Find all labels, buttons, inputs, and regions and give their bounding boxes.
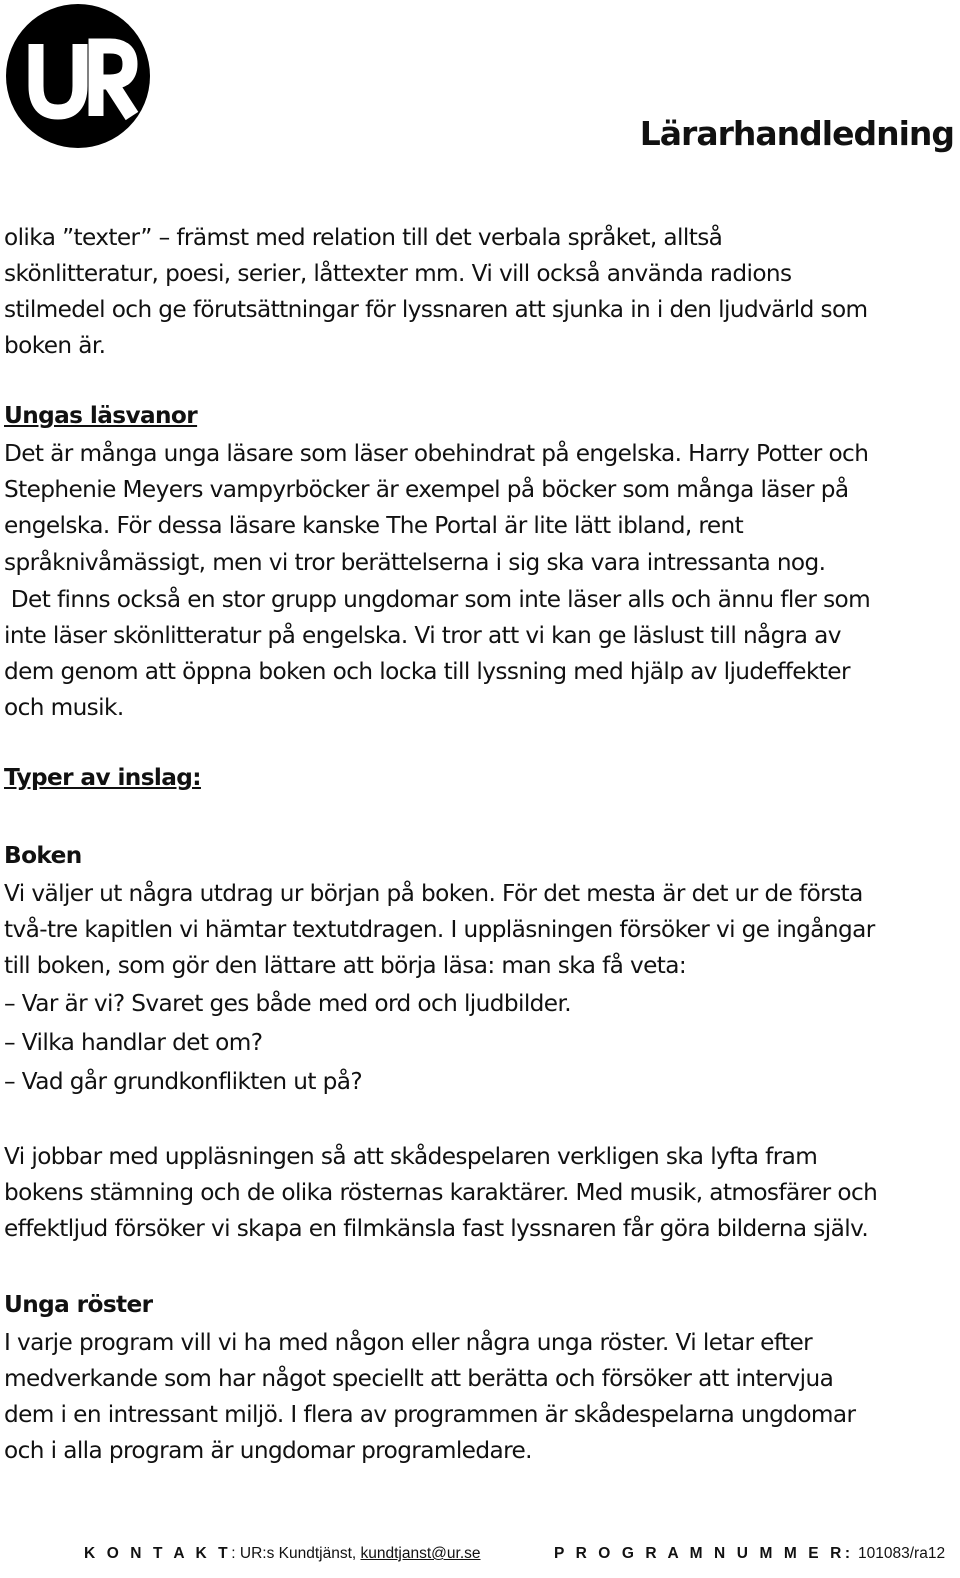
paragraph-ungas-lasvanor [4, 436, 956, 726]
paragraph-boken [4, 876, 956, 984]
heading-boken: Boken [4, 842, 82, 869]
ur-logo-mark [6, 4, 150, 148]
text-line: två-tre kapitlen vi hämtar textutdragen. I uppläsningen försöker vi ge ingångar [4, 916, 875, 943]
text-line: och i alla program är ungdomar programledare. [4, 1437, 532, 1464]
text-line: boken är. [4, 332, 106, 359]
text-line: Vi jobbar med uppläsningen så att skådespelaren verkligen ska lyfta fram [4, 1143, 818, 1170]
document-body [4, 220, 956, 1469]
document-title: Lärarhandledning [639, 114, 954, 153]
text-line: engelska. För dessa läsare kanske The Portal är lite lätt ibland, rent [4, 512, 744, 539]
kontakt-email-link[interactable]: kundtjanst@ur.se [360, 1545, 481, 1562]
text-line: inte läser skönlitteratur på engelska. Vi tror att vi kan ge läslust till några av [4, 622, 841, 649]
kontakt-text: : UR:s Kundtjänst, [231, 1545, 361, 1562]
list-item: – Var är vi? Svaret ges både med ord och ljudbilder. [4, 990, 572, 1017]
heading-typer-av-inslag: Typer av inslag: [4, 764, 201, 791]
text-line: I varje program vill vi ha med någon eller några unga röster. Vi letar efter [4, 1329, 813, 1356]
intro-paragraph [4, 220, 956, 364]
text-line: Vi väljer ut några utdrag ur början på boken. För det mesta är det ur de första [4, 880, 863, 907]
text-line: och musik. [4, 694, 124, 721]
kontakt-label: K O N T A K T [84, 1545, 232, 1562]
text-line: till boken, som gör den lättare att börja läsa: man ska få veta: [4, 952, 687, 979]
text-line: olika ”texter” – främst med relation till det verbala språket, alltså [4, 224, 723, 251]
program-label: P R O G R A M N U M M E R: [554, 1545, 854, 1562]
ur-logo [6, 4, 150, 148]
text-line: stilmedel och ge förutsättningar för lyssnaren att sjunka in i den ljudvärld som [4, 296, 868, 323]
text-line: dem i en intressant miljö. I flera av programmen är skådespelarna ungdomar [4, 1401, 856, 1428]
paragraph-uppläsning [4, 1139, 956, 1247]
text-line: medverkande som har något speciellt att berätta och försöker att intervjua [4, 1365, 834, 1392]
paragraph-unga-roster [4, 1325, 956, 1469]
program-value: 101083/ra12 [853, 1545, 946, 1562]
heading-ungas-lasvanor: Ungas läsvanor [4, 402, 198, 429]
list-item: – Vad går grundkonflikten ut på? [4, 1068, 363, 1095]
question-list [4, 984, 956, 1101]
list-item: – Vilka handlar det om? [4, 1029, 263, 1056]
program-number [554, 1545, 945, 1563]
text-line: Det finns också en stor grupp ungdomar som inte läser alls och ännu fler som [4, 586, 871, 613]
text-line: bokens stämning och de olika rösternas karaktärer. Med musik, atmosfärer och [4, 1179, 878, 1206]
text-line: skönlitteratur, poesi, serier, låttexter mm. Vi vill också använda radions [4, 260, 792, 287]
text-line: effektljud försöker vi skapa en filmkänsla fast lyssnaren får göra bilderna själv. [4, 1215, 869, 1242]
text-line: Stephenie Meyers vampyrböcker är exempel på böcker som många läser på [4, 476, 849, 503]
text-line: dem genom att öppna boken och locka till lyssning med hjälp av ljudeffekter [4, 658, 850, 685]
text-line: språknivåmässigt, men vi tror berättelserna i sig ska vara intressanta nog. [4, 549, 826, 576]
page-footer [84, 1545, 946, 1563]
text-line: Det är många unga läsare som läser obehindrat på engelska. Harry Potter och [4, 440, 869, 467]
heading-unga-roster: Unga röster [4, 1291, 153, 1318]
